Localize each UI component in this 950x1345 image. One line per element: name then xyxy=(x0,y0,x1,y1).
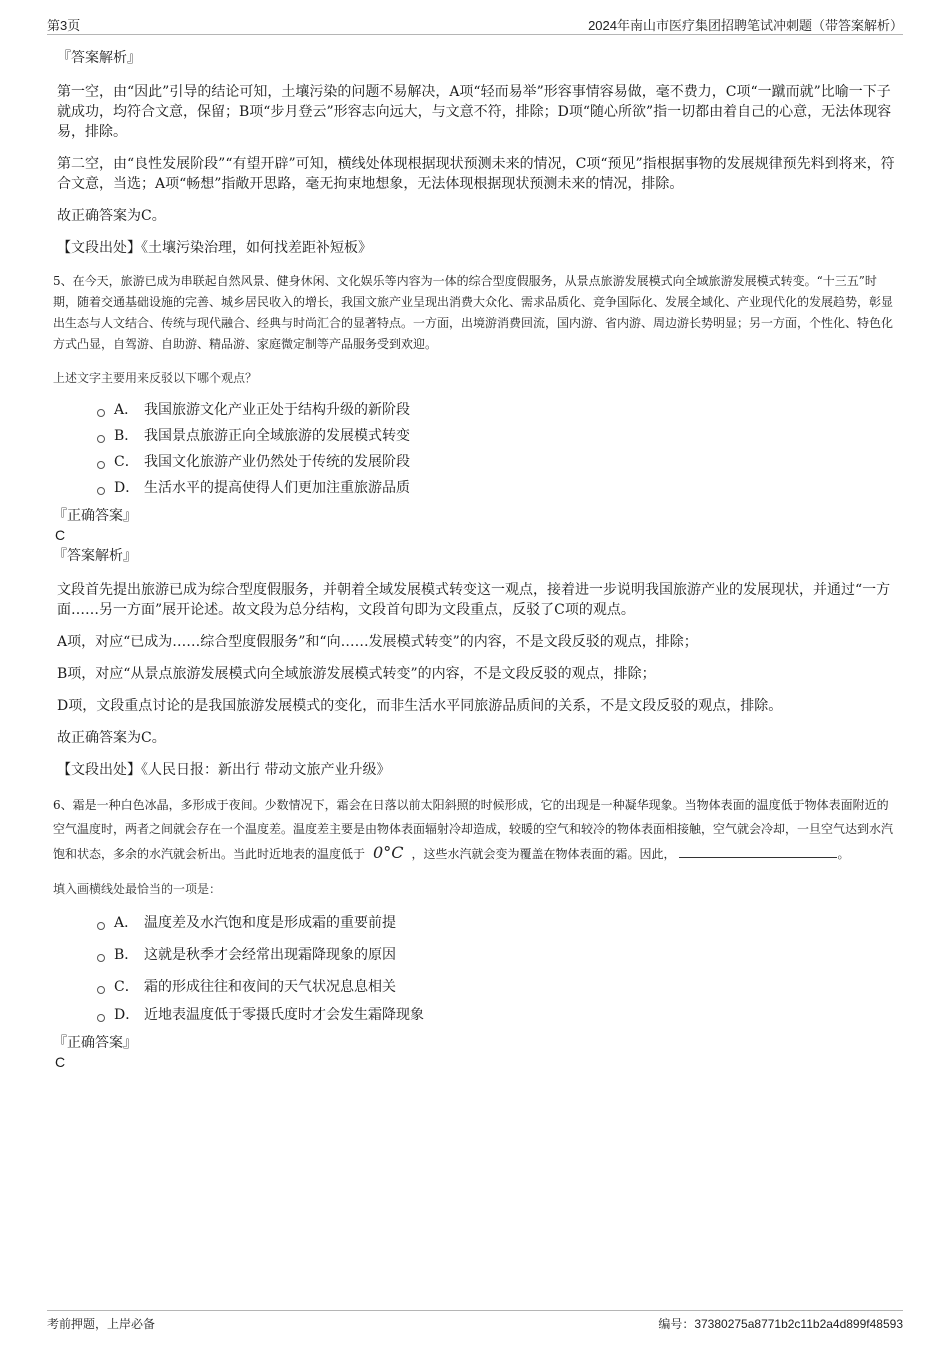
option-c[interactable]: C． 霜的形成往往和夜间的天气状况息息相关 xyxy=(97,977,897,997)
passage-source: 【文段出处】《土壤污染治理，如何找差距补短板》 xyxy=(57,240,372,256)
question-stem: 6、霜是一种白色冰晶，多形成于夜间。少数情况下，霜会在日落以前太阳斜照的时候形成，它的出现是一种凝华现象。当物体表面的温度低于物体表面附近的空气温度时，两者之间就会存在一个温度差。温度差主要是由物体表面辐射冷却造成，较暖的空气和较冷的物体表面相接触，空气就会冷却，一旦空气达到水汽饱和状态，多余的水汽就会析出。当此时近地表的温度低于 0°C ，这些水汽就会变为覆盖在物体表面的霜。因此， 。 xyxy=(53,798,894,862)
analysis-paragraph: 第一空，由“因此”引导的结论可知，土壤污染的问题不易解决，A项“轻而易举”形容事情容易做，毫不费力，C项“一蹴而就”比喻一下子就成功，均符合文意，保留；B项“步月登云”形容志向远大，与文意不符，排除；D项“随心所欲”指一切都由着自己的心意，无法体现容易，排除。 xyxy=(57,84,892,140)
analysis-paragraph: B项，对应“从景点旅游发展模式向全域旅游发展模式转变”的内容，不是文段反驳的观点，排除； xyxy=(57,666,656,682)
radio-icon[interactable] xyxy=(97,487,105,495)
correct-answer-label: 『正确答案』 xyxy=(53,1035,137,1051)
analysis-paragraph: D项，文段重点讨论的是我国旅游发展模式的变化，而非生活水平同旅游品质间的关系，不是文段反驳的观点，排除。 xyxy=(57,698,783,714)
document-title: 2024年南山市医疗集团招聘笔试冲刺题（带答案解析） xyxy=(588,18,903,33)
radio-icon[interactable] xyxy=(97,954,105,962)
option-d[interactable]: D． 近地表温度低于零摄氏度时才会发生霜降现象 xyxy=(97,1005,897,1025)
question-prompt: 上述文字主要用来反驳以下哪个观点？ xyxy=(53,371,258,385)
radio-icon[interactable] xyxy=(97,922,105,930)
analysis-label: 『答案解析』 xyxy=(57,50,141,66)
passage-source: 【文段出处】《人民日报：新出行 带动文旅产业升级》 xyxy=(57,762,391,778)
radio-icon[interactable] xyxy=(97,461,105,469)
document-id: 编号：37380275a8771b2c11b2a4d899f48593 xyxy=(658,1317,903,1331)
radio-icon[interactable] xyxy=(97,1014,105,1022)
radio-icon[interactable] xyxy=(97,409,105,417)
radio-icon[interactable] xyxy=(97,986,105,994)
option-list xyxy=(97,913,897,1025)
correct-answer-label: 『正确答案』 xyxy=(53,508,137,524)
footer-slogan: 考前押题，上岸必备 xyxy=(47,1317,156,1331)
document-body xyxy=(53,44,897,1071)
correct-answer: C xyxy=(55,1054,66,1070)
page-footer xyxy=(47,1310,903,1335)
correct-answer-statement: 故正确答案为C。 xyxy=(57,208,166,224)
question-prompt: 填入画横线处最恰当的一项是： xyxy=(53,882,222,896)
option-c[interactable]: C． 我国文化旅游产业仍然处于传统的发展阶段 xyxy=(97,452,897,472)
correct-answer-statement: 故正确答案为C。 xyxy=(57,730,166,746)
page-header xyxy=(47,14,903,35)
radio-icon[interactable] xyxy=(97,435,105,443)
analysis-paragraph: A项，对应“已成为……综合型度假服务”和“向……发展模式转变”的内容，不是文段反驳的观点，排除； xyxy=(57,634,698,650)
temperature-value: 0°C xyxy=(373,843,404,862)
option-list xyxy=(97,400,897,498)
option-a[interactable]: A． 温度差及水汽饱和度是形成霜的重要前提 xyxy=(97,913,897,933)
option-d[interactable]: D． 生活水平的提高使得人们更加注重旅游品质 xyxy=(97,478,897,498)
correct-answer: C xyxy=(55,527,66,543)
fill-in-blank xyxy=(679,845,837,858)
question-stem: 5、在今天，旅游已成为串联起自然风景、健身休闲、文化娱乐等内容为一体的综合型度假服务，从景点旅游发展模式向全域旅游发展模式转变。“十三五”时期，随着交通基础设施的完善、城乡居民收入的增长，我国文旅产业呈现出消费大众化、需求品质化、竞争国际化、发展全域化、产业现代化的发展趋势，彰显出生态与人文结合、传统与现代融合、经典与时尚汇合的显著特点。一方面，出境游消费回流，国内游、省内游、周边游长势明显；另一方面，个性化、特色化方式凸显，自驾游、自助游、精品游、家庭微定制等产品服务受到欢迎。 xyxy=(53,274,894,351)
option-a[interactable]: A． 我国旅游文化产业正处于结构升级的新阶段 xyxy=(97,400,897,420)
option-b[interactable]: B． 我国景点旅游正向全域旅游的发展模式转变 xyxy=(97,426,897,446)
analysis-paragraph: 文段首先提出旅游已成为综合型度假服务，并朝着全域发展模式转变这一观点，接着进一步说明我国旅游产业的发展现状，并通过“一方面……另一方面”展开论述。故文段为总分结构，文段首句即为文段重点，反驳了C项的观点。 xyxy=(57,582,891,618)
page-number: 第3页 xyxy=(47,18,81,33)
analysis-label: 『答案解析』 xyxy=(53,548,137,564)
analysis-paragraph: 第二空，由“良性发展阶段”“有望开辟”可知，横线处体现根据现状预测未来的情况，C项“预见”指根据事物的发展规律预先料到将来，符合文意，当选；A项“畅想”指敞开思路，毫无拘束地想象，无法体现根据现状预测未来的情况，排除。 xyxy=(57,156,895,192)
option-b[interactable]: B． 这就是秋季才会经常出现霜降现象的原因 xyxy=(97,945,897,965)
